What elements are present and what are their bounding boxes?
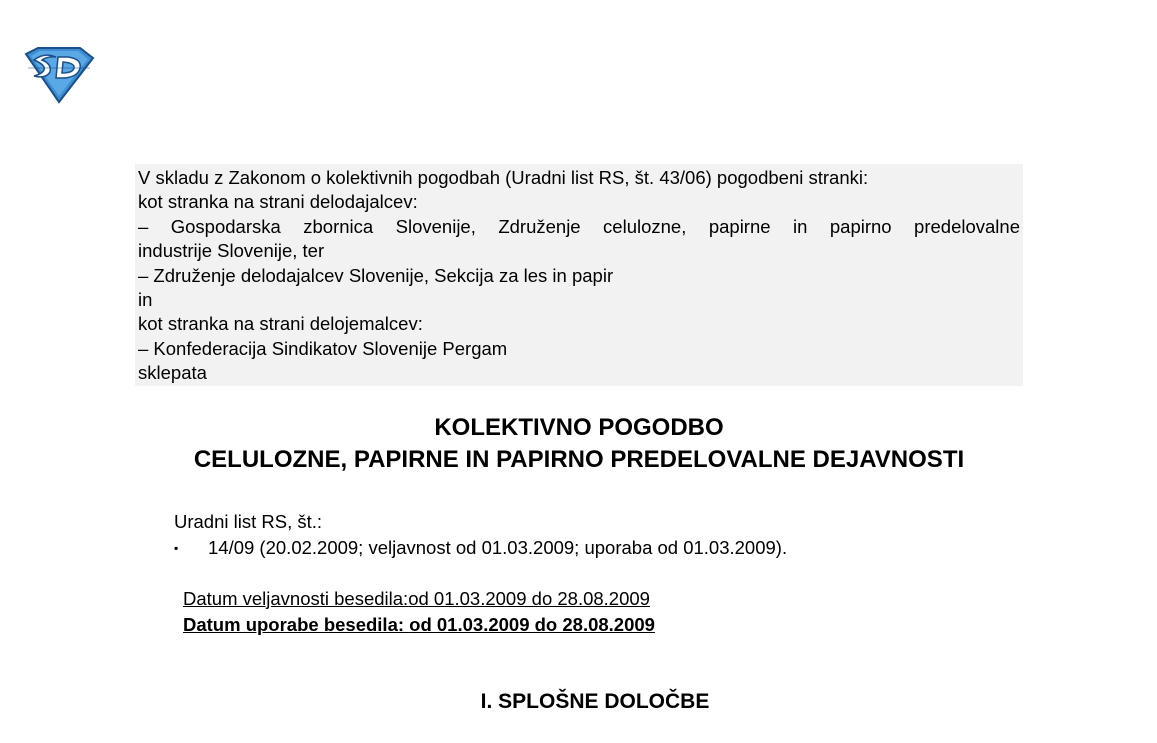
section-heading: I. SPLOŠNE DOLOČBE bbox=[480, 690, 710, 713]
gazette-item bbox=[174, 535, 787, 561]
intro-block bbox=[135, 164, 1023, 386]
intro-line: kot stranka na strani delojemalcev: bbox=[138, 313, 423, 335]
intro-line: V skladu z Zakonom o kolektivnih pogodbah (Uradni list RS, št. 43/06) pogodbeni stranki: bbox=[138, 167, 869, 188]
gazette-label: Uradni list RS, št.: bbox=[174, 511, 323, 532]
document-title: KOLEKTIVNO POGODBO bbox=[434, 414, 724, 441]
bullet-icon: ▪ bbox=[174, 541, 179, 555]
intro-line: in bbox=[138, 289, 153, 311]
validity-date bbox=[183, 586, 650, 612]
intro-line: sklepata bbox=[138, 362, 207, 384]
intro-line: industrije Slovenije, ter bbox=[138, 240, 325, 262]
usage-date bbox=[183, 612, 655, 638]
intro-line: – Gospodarska zbornica Slovenije, Združenje celulozne, papirne in papirno predelovalne bbox=[138, 215, 1020, 237]
gazette-item-text: 14/09 (20.02.2009; veljavnost od 01.03.2009; uporaba od 01.03.2009). bbox=[208, 537, 788, 558]
validity-label: Datum veljavnosti besedila: bbox=[183, 588, 409, 609]
usage-label: Datum uporabe besedila: bbox=[183, 614, 405, 635]
validity-value: od 01.03.2009 do 28.08.2009 bbox=[408, 588, 650, 609]
intro-line: – Združenje delodajalcev Slovenije, Sekcija za les in papir bbox=[138, 264, 614, 286]
intro-line: kot stranka na strani delodajalcev: bbox=[138, 191, 418, 213]
usage-value: od 01.03.2009 do 28.08.2009 bbox=[409, 614, 655, 635]
sd-shield-logo-icon bbox=[22, 46, 96, 104]
intro-line: – Konfederacija Sindikatov Slovenije Pergam bbox=[138, 337, 508, 359]
document-subtitle: CELULOZNE, PAPIRNE IN PAPIRNO PREDELOVALNE DEJAVNOSTI bbox=[193, 446, 965, 473]
